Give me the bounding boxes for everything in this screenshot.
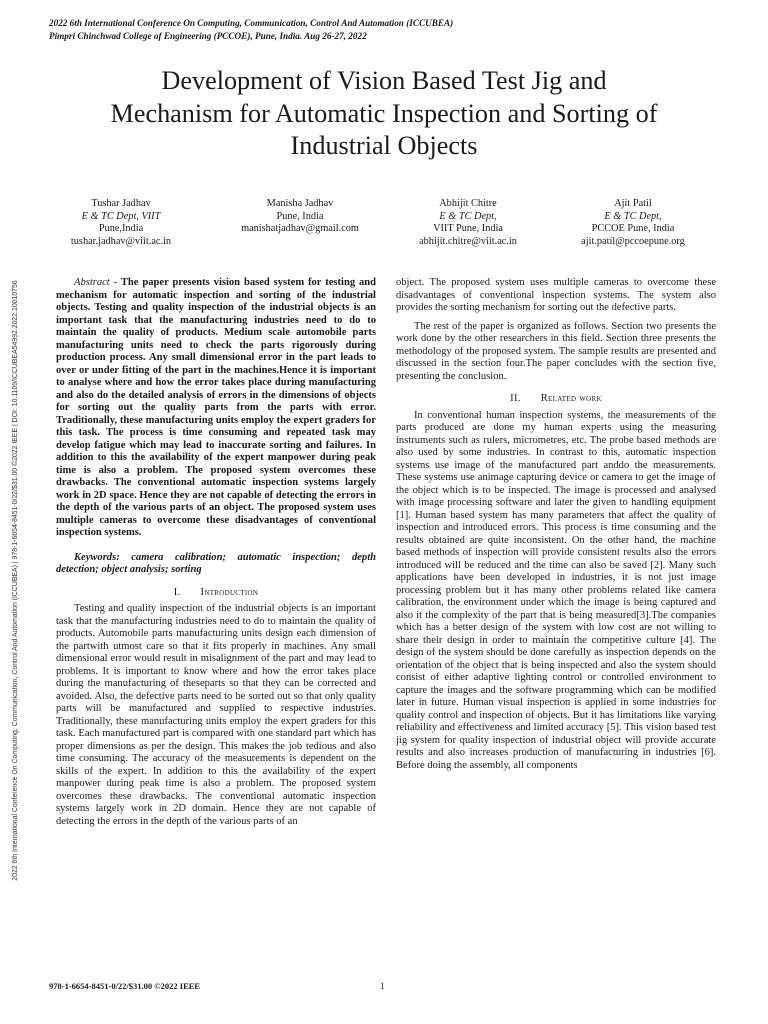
related-work-paragraph: In conventional human inspection systems, the measurements of the parts produced are done my human experts using the measuring instruments such as rulers, micrometres, etc. The probe based methods are also used by some industries. In contrast to this, automatic inspection systems use image of the manufactured part anddo the measurements. These systems use animage capturing device or camera to get the image of the object which is to be inspected. The image is processed and analysed with image processing software and later the given to handling equipment [1]. Human based system has many parameters that affect the quality of inspection and introduced errors. This process is time consuming and the results obtained are quite inconsistent. On the other hand, the machine based methods of inspection will provide consistent results also the errors introduced will be reduced and the time can also be saved [2]. Many such applications have been developed in industries, it is not just image processing problem but it has many other problems related like camera calibration, the environment under which the image is being captured and also it the complexity of the part that is being measured[3].The companies which has a better design of the system with low cost are not willing to share their design in order to maintain the competitive culture [4]. The design of the system should be done carefully as inspection depends on the orientation of the object that is being inspected and also the system should consist of either adaptive lighting control or controlled environment to capture the images and the software programming which can be modified later in future. Human visual inspection is applied in some industries for quality control and inspection of objects. But it has limitations like varying reliability and effectiveness and limited accuracy [5]. This vision based test jig system for quality inspection of industrial object will provide accurate results and also increases production of manufacturing in industries [6]. Before doing the assembly, all components xyxy=(396,409,716,771)
intro-paragraph: Testing and quality inspection of the industrial objects is an important task that the manufacturing industries need to do to maintain the quality of products. Automobile parts manufacturing units design each dimension of the partwith utmost care so that it fits properly in machines. Any small dimensional error would result in misalignment of the part and may lead to problems. It is important to know where and how the error takes place during the manufacturing of theseparts so that they can be corrected and avoided. Also, the defective parts need to be sorted out so that only quality parts will be manufactured and supplied to respective industries. Traditionally, these manufacturing units employ the expert graders for this task. Each manufactured part is compared with one standard part which has proper dimensions as per the design. This makes the job tedious and also time consuming. The accuracy of the measurements is dependent on the skills of the expert. In addition to this the availability of the expert manpower during peak time is also a problem. The proposed system overcomes these drawbacks. The conventional automatic inspection systems largely work in 2D domain. Hence they are not capable of detecting the errors in the depth of the various parts of an xyxy=(56,603,376,827)
author-affiliation: E & TC Dept, xyxy=(604,210,662,222)
conference-name: 2022 6th International Conference On Computing, Communication, Control And Automation (ICCUBEA) xyxy=(49,18,454,28)
keywords-label: Keywords: xyxy=(74,551,120,563)
author-block-1 xyxy=(36,198,206,248)
section-title: Related work xyxy=(540,393,602,404)
conference-venue: Pimpri Chinchwad College of Engineering (PCCOE), Pune, India. Aug 26-27, 2022 xyxy=(49,30,367,41)
author-location: VIIT Pune, India xyxy=(433,223,503,234)
organization-paragraph: The rest of the paper is organized as follows. Section two presents the work done by the other researchers in this field. Section three presents the methodology of the proposed system. The sample results are presented and discussed in the section four.The paper concludes with the section five, presenting the conclusion. xyxy=(396,320,716,382)
section-title: Introduction xyxy=(200,586,259,598)
author-email: manishatjadhav@gmail.com xyxy=(241,223,359,234)
author-email: ajit.patil@pccoepune.org xyxy=(581,235,685,247)
abstract-text: The paper presents vision based system for testing and mechanism for automatic inspection and sorting of the industrial objects. Testing and quality inspection of the industrial objects is an important task that the manufacturing industries need to do to maintain the quality of products. Medium scale automobile parts manufacturing units need to check the parts rigorously during production process. Any small dimensional error in the part leads to over or under fitting of the part in the machines.Hence it is important to analyse where and how the error takes place during manufacturing and also do the detailed analysis of errors in the dimensions of objects for sorting out the quality parts from the parts with error. Traditionally, these manufacturing units employ the expert graders for this task. The process is time consuming and repeated task may develop fatigue which may lead to inaccurate sorting and failures. In addition to this the availability of the expert manpower during peak time is also a problem. The proposed system overcomes these drawbacks. The conventional automatic inspection systems largely work in 2D space. Hence they are not capable of detecting the errors in the depth of the various parts of an object. The proposed system uses multiple cameras to overcome these disadvantages of conventional inspection systems. xyxy=(56,277,377,538)
author-block-4 xyxy=(548,198,718,248)
paper-title xyxy=(40,65,728,163)
author-location: PCCOE Pune, India xyxy=(591,223,675,234)
title-line-1: Development of Vision Based Test Jig and xyxy=(161,66,607,95)
footer-copyright: 978-1-6654-8451-0/22/$31.00 ©2022 IEEE xyxy=(49,981,201,991)
author-name: Tushar Jadhav xyxy=(91,198,151,209)
author-block-3 xyxy=(383,198,553,248)
author-email: tushar.jadhav@viit.ac.in xyxy=(70,235,172,247)
author-location: Pune,India xyxy=(98,223,144,234)
author-email: abhijit.chitre@viit.ac.in xyxy=(419,235,517,247)
author-affiliation: E & TC Dept, xyxy=(439,210,497,222)
author-name: Ajit Patil xyxy=(614,198,652,209)
author-affiliation: Pune, India xyxy=(276,210,324,222)
abstract xyxy=(56,277,376,540)
section-number: II. xyxy=(510,393,521,404)
author-name: Manisha Jadhav xyxy=(266,198,334,209)
conference-header xyxy=(49,17,709,42)
section-heading-introduction xyxy=(56,587,376,600)
left-column xyxy=(56,277,376,828)
abstract-label: Abstract - xyxy=(74,277,118,288)
side-citation-strip xyxy=(10,178,22,983)
section-number: I. xyxy=(173,586,181,598)
side-citation-text: 2022 6th International Conference On Computing, Communication, Control And Automation (ICCUBEA) | 978-1-6654-8451-0/22/$31.00 ©2022 IEEE | DOI: 10.1109/ICCUBEA54992.2022.10010756 xyxy=(12,280,19,881)
title-line-2: Mechanism for Automatic Inspection and Sorting of xyxy=(110,98,658,128)
keywords-text: camera calibration; automatic inspection; depth detection; object analysis; sorting xyxy=(56,551,376,575)
author-name: Abhijit Chitre xyxy=(439,198,497,209)
right-column xyxy=(396,277,716,772)
keywords xyxy=(56,552,376,577)
title-line-3: Industrial Objects xyxy=(290,131,478,160)
author-block-2 xyxy=(215,198,385,236)
section-heading-related-work xyxy=(396,393,716,406)
page-number: 1 xyxy=(380,981,385,991)
author-affiliation: E & TC Dept, VIIT xyxy=(81,210,161,222)
intro-paragraph-continued: object. The proposed system uses multiple cameras to overcome these disadvantages of conventional inspection systems. The system also provides the sorting mechanism for sorting out the defective parts. xyxy=(396,277,716,313)
